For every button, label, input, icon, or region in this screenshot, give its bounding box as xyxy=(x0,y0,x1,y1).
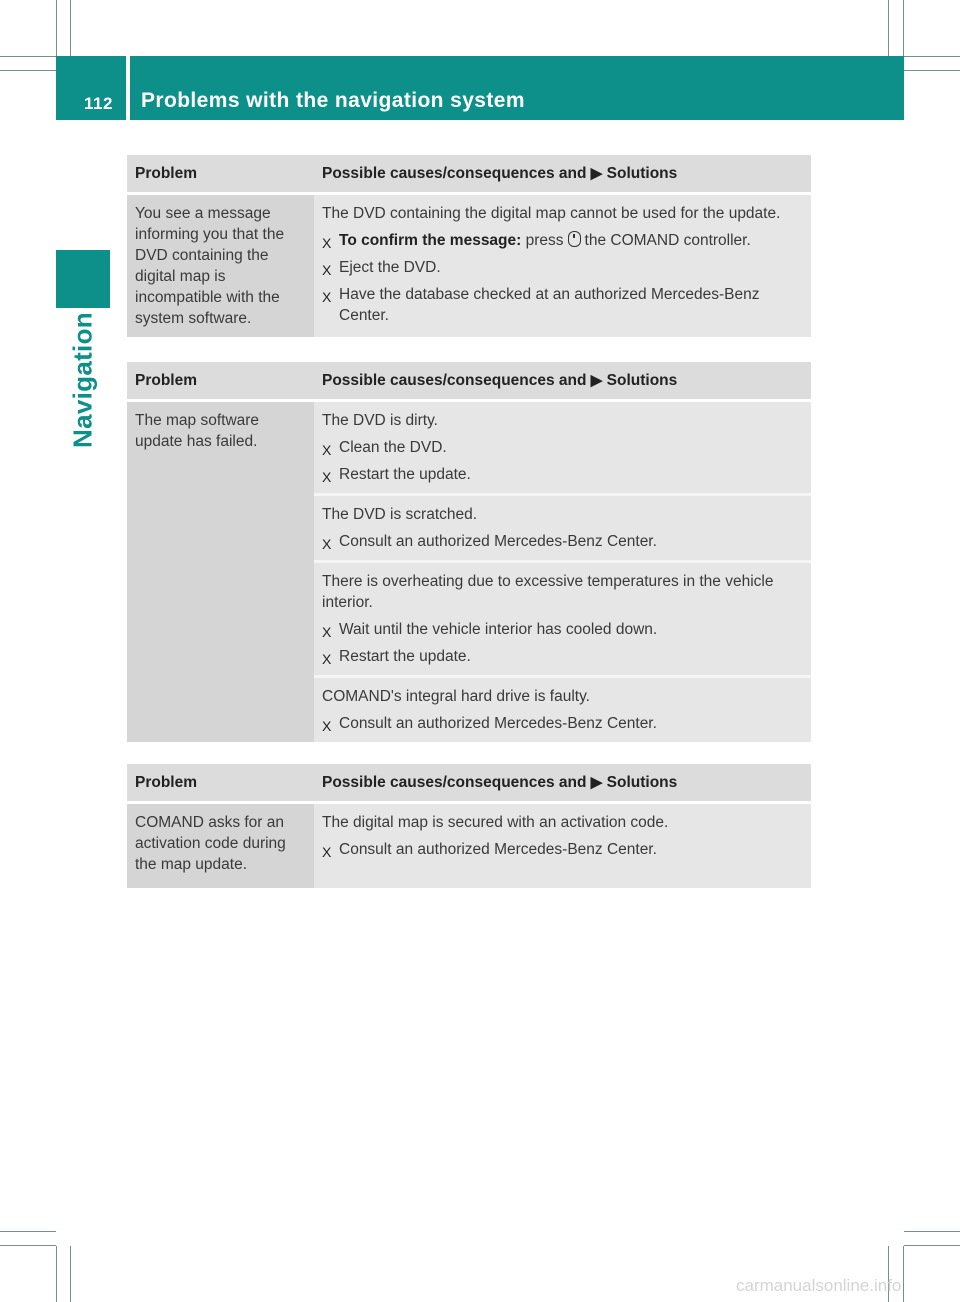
solution-cell xyxy=(314,562,811,677)
step-item: X Have the database checked at an authorized Mercedes-Benz Center. xyxy=(322,286,760,324)
table-header-row xyxy=(127,155,811,194)
cause-text: The DVD is scratched. xyxy=(322,506,478,523)
step-marker-icon: X xyxy=(322,718,332,734)
page-number: 112 xyxy=(84,94,113,113)
crop-mark xyxy=(70,0,71,56)
crop-mark xyxy=(904,56,960,57)
watermark: carmanualsonline.info xyxy=(736,1276,902,1295)
step-marker-icon: X xyxy=(322,442,332,458)
step-item: X Restart the update. xyxy=(322,464,803,485)
step-marker-icon: X xyxy=(322,235,332,251)
side-tab-block xyxy=(56,250,110,308)
step-marker-icon: X xyxy=(322,469,332,485)
comand-controller-icon xyxy=(568,231,581,247)
step-marker-icon: X xyxy=(322,651,332,667)
crop-mark xyxy=(903,1246,904,1302)
step-item: X Restart the update. xyxy=(322,646,803,667)
cause-text: The DVD containing the digital map cannot be used for the update. xyxy=(322,205,781,222)
solutions-header: Possible causes/consequences and ▶ Solutions xyxy=(314,155,811,194)
crop-mark xyxy=(903,0,904,56)
side-tab-label: Navigation xyxy=(67,312,98,448)
step-item: X Wait until the vehicle interior has cooled down. xyxy=(322,619,803,640)
step-marker-icon: X xyxy=(322,844,332,860)
step-marker-icon: X xyxy=(322,289,332,305)
table-row xyxy=(127,803,811,889)
table-row xyxy=(127,401,811,495)
step-marker-icon: X xyxy=(322,624,332,640)
problem-table-1 xyxy=(127,155,811,337)
crop-mark xyxy=(904,1231,960,1232)
cause-text: The DVD is dirty. xyxy=(322,412,438,429)
crop-mark xyxy=(0,56,56,57)
cause-text: There is overheating due to excessive temperatures in the vehicle interior. xyxy=(322,573,774,611)
solution-cell xyxy=(314,495,811,562)
play-arrow-icon: ▶ xyxy=(590,165,603,182)
crop-mark xyxy=(888,0,889,56)
solutions-header: Possible causes/consequences and ▶ Solutions xyxy=(314,764,811,803)
cause-text: COMAND's integral hard drive is faulty. xyxy=(322,688,590,705)
problem-header: Problem xyxy=(127,764,314,803)
play-arrow-icon: ▶ xyxy=(590,774,603,791)
crop-mark xyxy=(56,1246,57,1302)
solution-cell xyxy=(314,803,811,889)
problem-table-2 xyxy=(127,362,811,742)
step-item: X Consult an authorized Mercedes-Benz Center. xyxy=(322,839,803,860)
problem-header: Problem xyxy=(127,155,314,194)
table-header-row xyxy=(127,764,811,803)
page-title: Problems with the navigation system xyxy=(141,89,525,112)
solution-cell xyxy=(314,677,811,743)
step-item: X Clean the DVD. xyxy=(322,437,803,458)
solution-cell xyxy=(314,194,811,338)
crop-mark xyxy=(70,1246,71,1302)
crop-mark xyxy=(56,0,57,56)
solution-cell xyxy=(314,401,811,495)
crop-mark xyxy=(904,70,960,71)
header-divider xyxy=(126,56,130,120)
problem-cell: You see a message informing you that the DVD containing the digital map is incompatible with the system software. xyxy=(127,194,314,338)
cause-text: The digital map is secured with an activation code. xyxy=(322,814,669,831)
play-arrow-icon: ▶ xyxy=(590,372,603,389)
step-item: X To confirm the message: press the COMAND controller. xyxy=(322,230,803,251)
step-item: X Eject the DVD. xyxy=(322,257,803,278)
solutions-header: Possible causes/consequences and ▶ Solutions xyxy=(314,362,811,401)
problem-cell: The map software update has failed. xyxy=(127,401,314,743)
crop-mark xyxy=(0,1231,56,1232)
step-marker-icon: X xyxy=(322,536,332,552)
table-header-row xyxy=(127,362,811,401)
step-bold-label: To confirm the message: xyxy=(339,232,522,249)
crop-mark xyxy=(904,1245,960,1246)
crop-mark xyxy=(0,70,56,71)
crop-mark xyxy=(0,1245,56,1246)
problem-cell: COMAND asks for an activation code during the map update. xyxy=(127,803,314,889)
step-item: X Consult an authorized Mercedes-Benz Center. xyxy=(322,531,803,552)
problem-header: Problem xyxy=(127,362,314,401)
problem-table-3 xyxy=(127,764,811,888)
step-item: X Consult an authorized Mercedes-Benz Center. xyxy=(322,713,803,734)
step-marker-icon: X xyxy=(322,262,332,278)
table-row xyxy=(127,194,811,338)
